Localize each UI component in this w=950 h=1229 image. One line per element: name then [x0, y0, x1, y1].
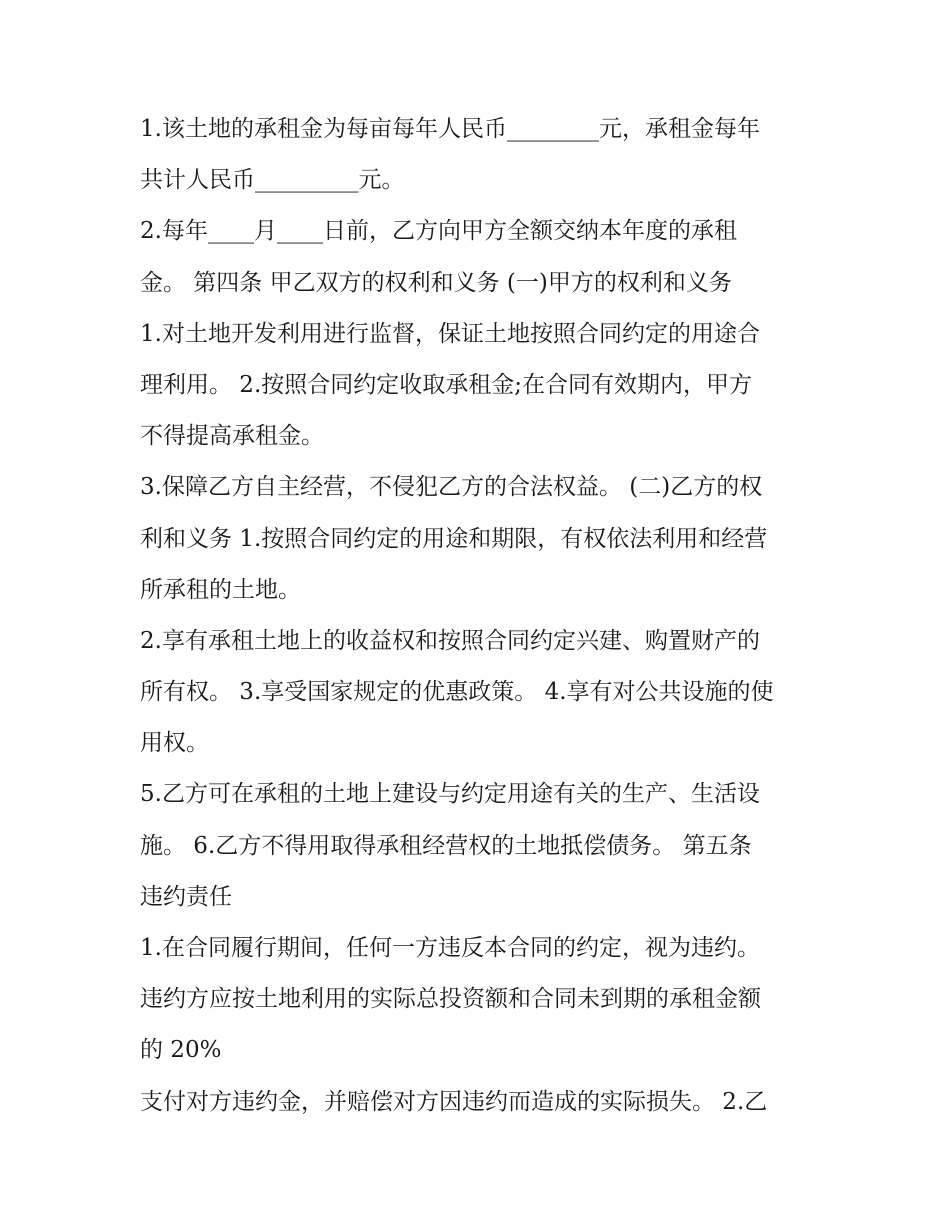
text-line: 1.在合同履行期间，任何一方违反本合同的约定，视为违约。: [140, 935, 760, 961]
text-line: 2.每年____月____日前，乙方向甲方全额交纳本年度的承租: [140, 218, 737, 245]
text-line: 1.对土地开发利用进行监督，保证土地按照合同约定的用途合: [140, 320, 760, 347]
text-line: 的 20%: [140, 1037, 222, 1064]
text-line: 用权。: [140, 730, 209, 757]
text-line: 金。 第四条 甲乙双方的权利和义务 (一)甲方的权利和义务: [140, 269, 732, 296]
text-line: 3.保障乙方自主经营，不侵犯乙方的合法权益。 (二)乙方的权: [140, 474, 763, 501]
document-body: [140, 104, 820, 1128]
text-line: 不得提高承租金。: [140, 423, 324, 450]
text-line: 2.享有承租土地上的收益权和按照合同约定兴建、购置财产的: [140, 627, 760, 654]
text-line: 5.乙方可在承租的土地上建设与约定用途有关的生产、生活设: [140, 781, 760, 808]
text-line: 所有权。 3.享受国家规定的优惠政策。 4.享有对公共设施的使: [140, 679, 774, 706]
text-line: 施。 6.乙方不得用取得承租经营权的土地抵偿债务。 第五条: [140, 832, 752, 859]
text-line: 共计人民币_________元。: [140, 167, 405, 194]
text-line: 支付对方违约金，并赔偿对方因违约而造成的实际损失。 2.乙: [140, 1088, 768, 1115]
text-line: 所承租的土地。: [140, 576, 301, 603]
text-line: 理利用。 2.按照合同约定收取承租金;在合同有效期内，甲方: [140, 371, 753, 398]
text-line: 1.该土地的承租金为每亩每年人民币________元，承租金每年: [140, 116, 760, 142]
text-line: 利和义务 1.按照合同约定的用途和期限，有权依法利用和经营: [140, 525, 768, 552]
text-line: 违约责任: [140, 883, 232, 910]
text-line: 违约方应按土地利用的实际总投资额和合同未到期的承租金额: [140, 986, 761, 1013]
